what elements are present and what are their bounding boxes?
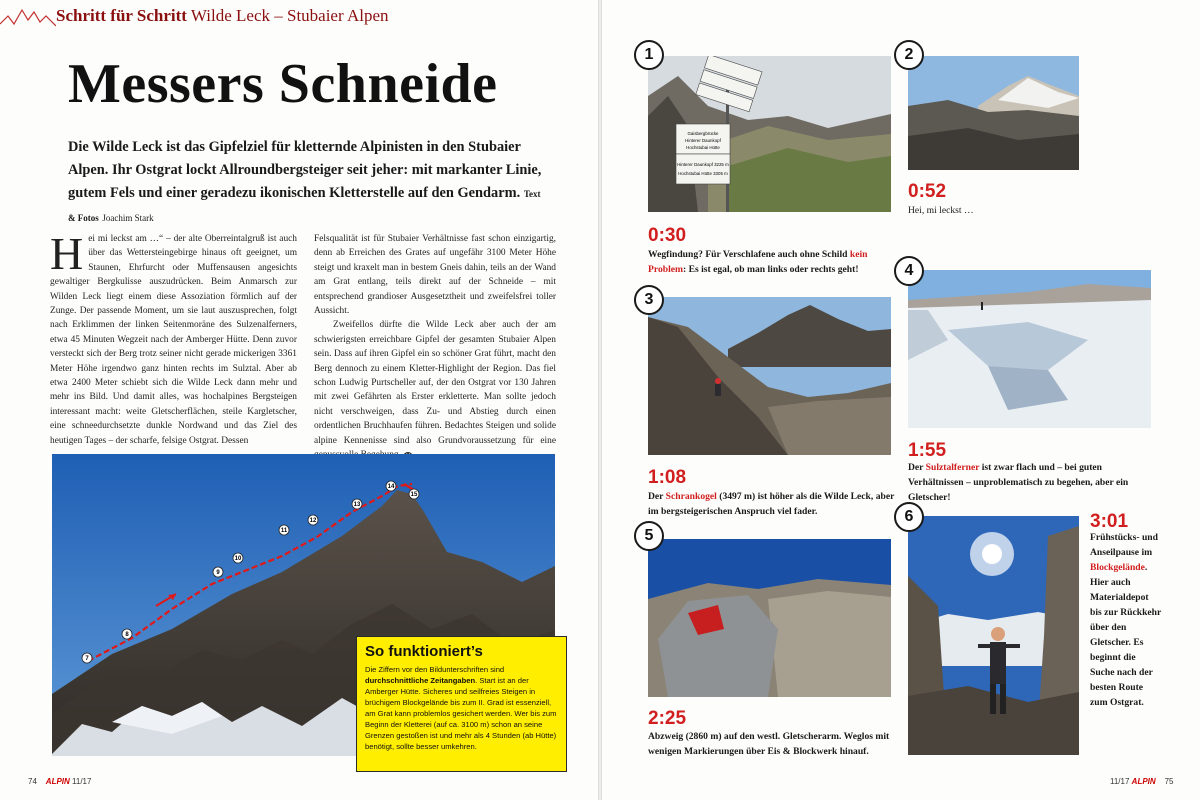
body-text-1: ei mi leckst am …“ – der alte Oberreintalgruß ist auch über das Wettersteingebirge hinaus oft geeignet, um Staunen, Ehrfurcht oder Muffensausen angesichts gewaltiger Bergkulisse auszudrücken. Beim Anmarsch zur Wilden Leck liegt einem diese Assoziation förmlich auf der Zunge. Der passende Moment, um sie laut auszusprechen, folgt nach Erklimmen der linken Seitenmoräne des Sulzenalferners, etwa 45 Minuten Wegzeit nach der Amberger Hütte. Denn zuvor versteckt sich der Berg trotz seiner nicht gerade mickerigen 3361 Meter Höhe irgendwo ganz hinten rechts im Sulztal. Aber ab etwa 2400 Meter schiebt sich die Wilde Leck dann mehr und mehr ins Bild. Und damit alles, was hochalpines Bergsteigen interessant macht: weite Gletscherflächen, steile Kargletscher, eine schneedurchsetzte dunkle Nordwand und das Ziel des heutigen Tages – der scharfe, felsige Ostgrat. Dessen <box>50 234 297 446</box>
sign-line-1: Gaisbergbrücke <box>687 131 719 136</box>
route-marker-9-label: 9 <box>216 570 220 576</box>
brand-left: ALPIN <box>45 777 70 786</box>
info-text-post: . Start ist an der Amberger Hütte. Sicheres und seilfreies Steigen in brüchigem Blockgelände bis zum II. Grad ist essenziell, am Grat kann problemlos gesichert werden. Wer bis zum Beginn der Kletterei (auf ca. 3100 m) schon an seine Grenzen gestoßen ist und mehr als 4 Stunden (ab Hütte) benötigt, sollte besser umkehren. <box>365 676 557 751</box>
step-5-cap-pre: Abzweig (2860 m) auf den westl. Gletscherarm. Weglos mit wenigen Markierungen über Eis & Blockwerk hinauf. <box>648 731 890 757</box>
sign-line-2: Hinterer Daunkopf <box>685 138 721 143</box>
step-3-caption <box>648 489 898 519</box>
step-1-time: 0:30 <box>648 225 687 246</box>
article-lead <box>68 136 548 230</box>
route-marker-13-label: 13 <box>353 502 361 508</box>
step-3-cap-pre: Der <box>648 491 666 502</box>
page-number-right: 75 <box>1164 777 1174 786</box>
step-1-photo-svg <box>648 56 891 212</box>
step-2-photo <box>908 56 1079 170</box>
step-5-time: 2:25 <box>648 708 687 729</box>
step-4-photo-svg <box>908 270 1151 428</box>
step-2-number: 2 <box>894 40 924 70</box>
step-5-photo-svg <box>648 539 891 697</box>
step-1-number: 1 <box>634 40 664 70</box>
step-6-caption <box>1090 530 1162 710</box>
step-6-number: 6 <box>894 502 924 532</box>
credit-label: Text & Fotos <box>68 189 541 223</box>
issue-right: 11/17 <box>1110 777 1130 786</box>
info-text-bold: durchschnittliche Zeitangaben <box>365 676 476 685</box>
step-6-cap-post: . Hier auch Materialdepot bis zur Rückkehr über den Gletscher. Es beginnt die Suche nach der besten Route zum Ostgrat. <box>1090 562 1162 708</box>
body-text-2b: Zweifellos dürfte die Wilde Leck aber auch der am schwierigsten erreichbare Gipfel der gesamten Stubaier Alpen sein. Dass auf ihren Gipfel ein so schöner Grat führt, macht den Berg dennoch zu einem Kletter-Highlight der Region. Das fiel schon Ludwig Purtscheller auf, der den Ostgrat vor 130 Jahren mit zwei Gefährten als Erster erkletterte. Man sollte jedoch nicht verschweigen, dass Zu- und Abstieg durch einen ordentlichen Bruchhaufen führen. Bedachtes Steigen und solide alpine Kennenisse sind also Grundvoraussetzung für eine <box>314 320 556 446</box>
step-5-photo <box>648 539 891 697</box>
route-marker-14-label: 14 <box>387 484 395 490</box>
route-marker-11-label: 11 <box>280 528 288 534</box>
folio-right <box>1110 777 1173 786</box>
step-1-cap-red: kein Problem <box>648 249 868 275</box>
step-3-time: 1:08 <box>648 467 687 488</box>
step-5-number: 5 <box>634 521 664 551</box>
step-2-caption <box>908 203 1078 218</box>
rubric-strong: Schritt für Schritt <box>56 6 187 25</box>
body-column-1 <box>50 228 297 448</box>
step-4-cap-pre: Der <box>908 462 926 473</box>
step-2-photo-svg <box>908 56 1079 170</box>
body-column-2 <box>314 232 556 463</box>
page-number-left: 74 <box>28 777 37 786</box>
step-6-cap-red: Blockgelände <box>1090 562 1145 573</box>
route-marker-8-label: 8 <box>125 632 129 638</box>
step-6-cap-pre: Frühstücks- und Anseilpause im <box>1090 532 1158 558</box>
step-5-caption <box>648 729 898 759</box>
step-3-number: 3 <box>634 285 664 315</box>
sign-line-4: Hinterer Daunkopf 3225 m <box>677 162 729 167</box>
step-3-photo <box>648 297 891 455</box>
step-3-cap-red: Schrankogel <box>665 491 717 502</box>
info-text-pre: Die Ziffern vor den Bildunterschriften sind <box>365 665 505 674</box>
info-box <box>356 636 567 772</box>
credit-name: Joachim Stark <box>102 213 154 223</box>
route-marker-15-label: 15 <box>410 492 418 498</box>
step-6-time: 3:01 <box>1090 511 1129 532</box>
article-title: Messers Schneide <box>68 53 498 115</box>
brand-right: ALPIN <box>1131 777 1156 786</box>
step-2-cap-pre: Hei, mi leckst … <box>908 205 974 216</box>
rubric-rest: Wilde Leck – Stubaier Alpen <box>190 6 389 25</box>
step-4-cap-post: ist zwar flach und – bei guten Verhältnissen – unproblematisch zu begehen, aber ein Gletscher! <box>908 462 1129 503</box>
drop-cap: H <box>50 228 84 279</box>
step-1-photo <box>648 56 891 212</box>
issue-left: 11/17 <box>72 777 92 786</box>
step-4-number: 4 <box>894 256 924 286</box>
step-1-caption <box>648 247 898 277</box>
route-marker-10-label: 10 <box>234 556 242 562</box>
step-1-cap-pre: Wegfindung? Für Verschlafene auch ohne Schild <box>648 249 850 260</box>
sign-line-5: Hochstubai Hütte 3305 m <box>678 171 728 176</box>
left-page <box>0 0 598 800</box>
info-box-text <box>365 664 558 752</box>
step-1-cap-post: : Es ist egal, ob man links oder rechts geht! <box>683 264 859 275</box>
lead-text: Die Wilde Leck ist das Gipfelziel für kletternde Alpinisten in den Stubaier Alpen. Ihr Ostgrat lockt Allroundbergsteiger seit jeher: mit markanter Linie, gutem Fels und einer geradezu ikonischen Kletterstelle auf den Gendarm. <box>68 139 542 201</box>
route-marker-12-label: 12 <box>309 518 317 524</box>
step-4-cap-red: Sulztalferner <box>925 462 980 473</box>
step-4-photo <box>908 270 1151 428</box>
step-3-photo-svg <box>648 297 891 455</box>
step-3-cap-post: (3497 m) ist höher als die Wilde Leck, aber im bergsteigerischen Anspruch viel fader. <box>648 491 895 517</box>
zigzag-ornament <box>0 2 56 32</box>
section-rubric <box>56 6 389 26</box>
sign-line-3: Hochstubai Hütte <box>686 145 720 150</box>
folio-left <box>28 777 91 786</box>
step-2-time: 0:52 <box>908 181 947 202</box>
route-marker-7-label: 7 <box>85 656 89 662</box>
step-4-time: 1:55 <box>908 440 947 461</box>
step-6-photo <box>908 516 1079 755</box>
step-6-photo-svg <box>908 516 1079 755</box>
body-text-2a: Felsqualität ist für Stubaier Verhältnisse fast schon einzigartig, denn ab Erreichen des Grates auf ungefähr 3100 Meter Höhe steigt und kraxelt man in bestem Gneis dahin, teils an der Wand am Grat entlang, teils direkt auf der Schneide – mit entsprechend grandioser Ausgesetztheit und zweifelsfrei toller Aussicht. <box>314 234 556 317</box>
info-box-title: So funktioniert’s <box>365 643 483 660</box>
step-4-caption <box>908 460 1154 505</box>
right-page <box>602 0 1200 800</box>
